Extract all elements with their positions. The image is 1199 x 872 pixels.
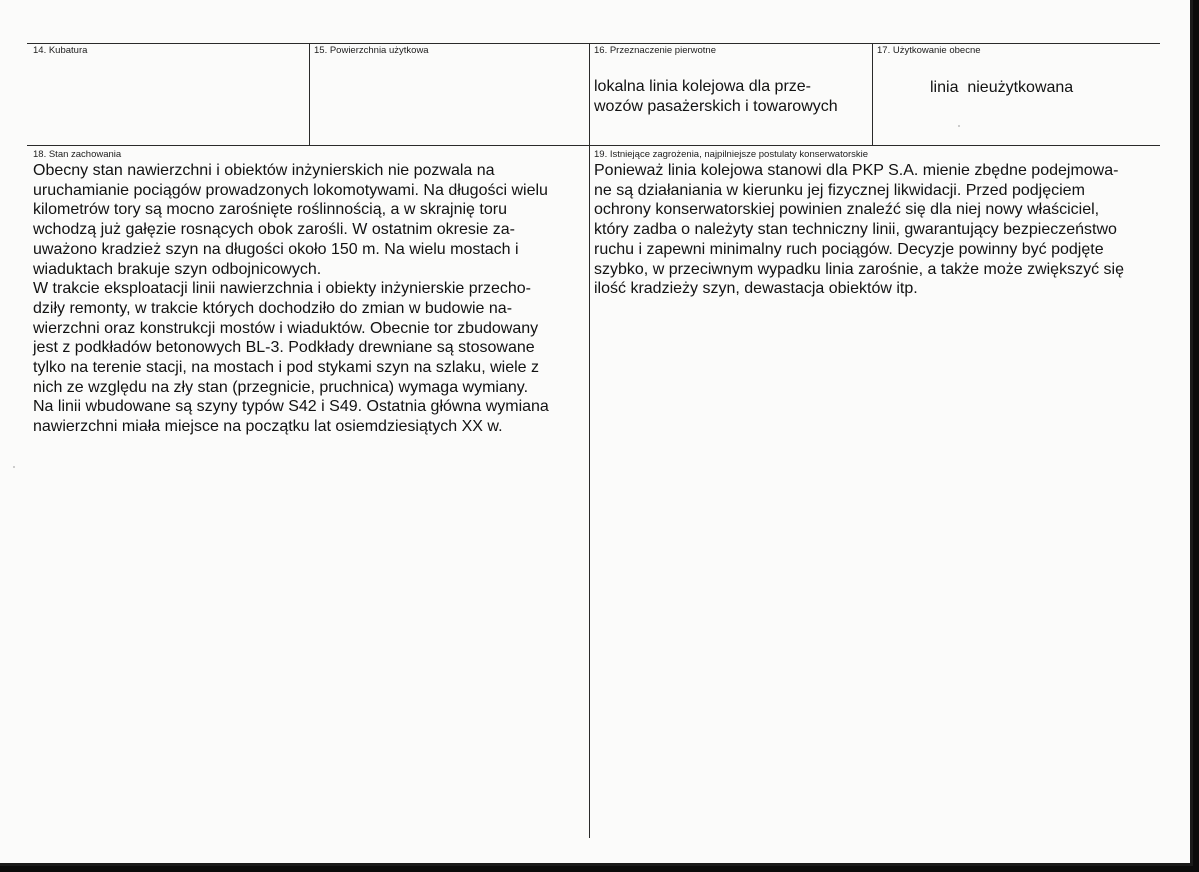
text-line: kilometrów tory są mocno zarośnięte roślinnością, a w skrajnię toru [33,201,507,219]
field-label-stan-zachowania: 18. Stan zachowania [33,149,122,160]
text-line: Ponieważ linia kolejowa stanowi dla PKP S.A. mienie zbędne podejmowa- [594,162,1119,179]
text-line: szybko, w przeciwnym wypadku linia zarośnie, a także może zwiększyć się [594,260,1124,278]
text-line: Na linii wbudowane są szyny typów S42 i S49. Ostatnia główna wymiana [33,398,549,416]
text-line: dziły remonty, w trakcie których dochodziło do zmian w budowie na- [33,299,513,317]
text-line: ochrony konserwatorskiej powinien znaleźć się dla niej nowy właściciel, [594,201,1100,219]
text-line: uruchamianie pociągów prowadzonych lokomotywami. Na długości wielu [33,181,548,199]
field-text-stan-zachowania [33,161,549,437]
text-line: wierzchni oraz konstrukcji mostów i wiaduktów. Obecnie tor zbudowany [33,319,539,337]
middle-rule [27,145,1160,146]
top-rule [27,43,1160,44]
field-label-kubatura: 14. Kubatura [33,45,88,56]
field-label-powierzchnia: 15. Powierzchnia użytkowa [314,45,429,56]
text-line: jest z podkładów betonowych BL-3. Podkłady drewniane są stosowane [33,339,535,357]
divider-14-15 [309,43,310,145]
text-line: wchodzą już gałęzie rosnących obok zarośli. W ostatnim okresie za- [33,221,515,239]
text-line: tylko na terenie stacji, na mostach i pod stykami szyn na szlaku, wiele z [33,359,539,377]
text-line: nich ze względu na zły stan (przegnicie, pruchnica) wymaga wymiany. [33,378,529,396]
field-label-przeznaczenie: 16. Przeznaczenie pierwotne [594,45,716,56]
divider-16-17 [872,43,873,145]
text-line: ilość kradzieży szyn, dewastacja obiektów itp. [594,280,918,298]
text-line: ne są działaniania w kierunku jej fizycznej likwidacji. Przed podjęciem [594,181,1085,199]
field-label-uzytkowanie: 17. Użytkowanie obecne [877,45,981,56]
text-line: który zadba o należyty stan techniczny linii, gwarantujący bezpieczeństwo [594,221,1117,239]
text-line: ruchu i zapewni minimalny ruch pociągów. Decyzje powinny być podjęte [594,240,1104,258]
scan-speck [13,466,15,468]
text-line: Obecny stan nawierzchni i obiektów inżynierskich nie pozwala na [33,162,495,179]
field-text-zagrozenia [594,161,1124,299]
text-line: W trakcie eksploatacji linii nawierzchnia i obiekty inżynierskie przecho- [33,280,531,298]
divider-center [589,43,590,838]
field-value-przeznaczenie: lokalna linia kolejowa dla prze- wozów pasażerskich i towarowych [594,78,838,115]
field-label-zagrozenia: 19. Istniejące zagrożenia, najpilniejsze postulaty konserwatorskie [594,149,869,160]
field-value-uzytkowanie: linia nieużytkowana [930,79,1074,96]
text-line: uważono kradzież szyn na długości około 150 m. Na wielu mostach i [33,240,519,258]
scan-speck [958,125,960,127]
text-line: nawierzchni miała miejsce na początku lat osiemdziesiątych XX w. [33,418,503,436]
text-line: wiaduktach brakuje szyn odbojnicowych. [33,260,322,278]
